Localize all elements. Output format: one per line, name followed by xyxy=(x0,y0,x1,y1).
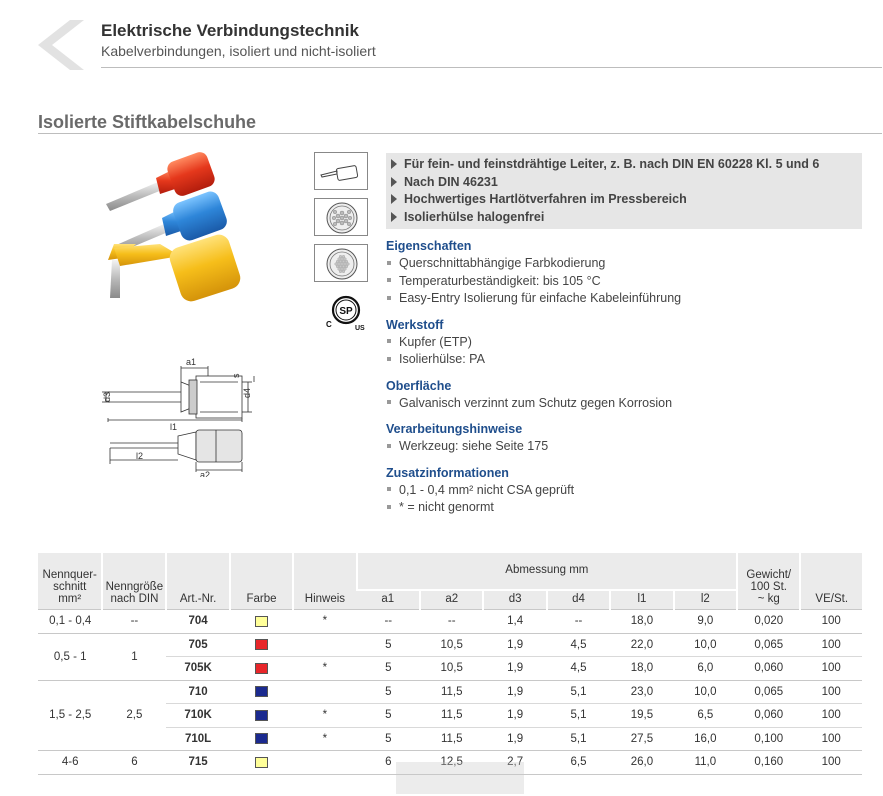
property-item: * = nicht genormt xyxy=(386,499,866,517)
color-swatch xyxy=(255,639,268,650)
finest-strand-cross-section-icon xyxy=(314,244,368,282)
col-header-hinweis: Hinweis xyxy=(293,553,356,610)
fine-strand-cross-section-icon xyxy=(314,198,368,236)
arrow-right-icon xyxy=(391,194,397,204)
cell-hinweis: * xyxy=(293,727,356,751)
col-header-artnr: Art.-Nr. xyxy=(166,553,229,610)
cell-d3: 1,4 xyxy=(483,610,546,634)
property-heading: Eigenschaften xyxy=(386,239,472,253)
cell-artnr: 705K xyxy=(166,657,229,681)
csa-us-label: US xyxy=(355,325,365,332)
cell-farbe xyxy=(230,610,293,634)
cell-d3: 1,9 xyxy=(483,727,546,751)
terminal-outline-icon xyxy=(314,152,368,190)
arrow-right-icon xyxy=(391,212,397,222)
property-item: 0,1 - 0,4 mm² nicht CSA geprüft xyxy=(386,482,866,500)
cell-hinweis xyxy=(293,751,356,775)
bullet-icon xyxy=(387,400,391,404)
cell-groesse: 2,5 xyxy=(102,680,166,751)
bullet-icon xyxy=(387,296,391,300)
cell-farbe xyxy=(230,727,293,751)
section-divider xyxy=(38,133,882,134)
col-header-gewicht: Gewicht/ 100 St. ~ kg xyxy=(737,553,800,610)
property-item: Werkzeug: siehe Seite 175 xyxy=(386,438,866,456)
cell-farbe xyxy=(230,633,293,657)
col-header-groesse: Nenngröße nach DIN xyxy=(102,553,166,610)
cell-l2: 6,5 xyxy=(674,704,737,728)
cell-d3: 1,9 xyxy=(507,638,524,651)
color-swatch xyxy=(255,710,268,721)
cell-querschnitt: 0,1 - 0,4 xyxy=(38,610,102,634)
cell-farbe xyxy=(230,680,293,704)
arrow-right-icon xyxy=(391,159,397,169)
dim-d4-label: d4 xyxy=(242,387,252,398)
page-subtitle: Kabelverbindungen, isoliert und nicht-isoliert xyxy=(101,43,376,59)
svg-text:SP: SP xyxy=(339,306,353,317)
cell-farbe xyxy=(230,704,293,728)
product-table xyxy=(38,553,862,775)
col-header-a1: a1 xyxy=(357,590,420,610)
watermark-overlay xyxy=(396,762,524,794)
back-chevron-icon[interactable] xyxy=(36,20,86,70)
cell-l1: 27,5 xyxy=(610,727,673,751)
cell-hinweis xyxy=(293,633,356,657)
cell-l1: 18,0 xyxy=(610,610,673,634)
feature-list xyxy=(386,153,862,229)
arrow-right-icon xyxy=(391,177,397,187)
color-swatch xyxy=(255,686,268,697)
cell-a2: 11,5 xyxy=(420,727,483,751)
cell-l1: 26,0 xyxy=(610,751,673,775)
cell-d4: -- xyxy=(547,610,610,634)
cell-d4: 4,5 xyxy=(547,657,610,681)
color-swatch xyxy=(255,757,268,768)
property-heading: Verarbeitungshinweise xyxy=(386,422,523,436)
color-swatch xyxy=(255,616,268,627)
cell-artnr: 704 xyxy=(166,610,229,634)
col-header-l1: l1 xyxy=(610,590,673,610)
cell-artnr: 710L xyxy=(166,727,229,751)
cell-ve: 100 xyxy=(800,727,862,751)
cell-ve: 100 xyxy=(800,610,862,634)
cell-a2: 10,5 xyxy=(440,638,463,651)
cell-querschnitt: 1,5 - 2,5 xyxy=(38,680,102,751)
property-item: Kupfer (ETP) xyxy=(386,334,866,352)
cell-d4: 6,5 xyxy=(547,751,610,775)
cell-a2: 10,5 xyxy=(420,657,483,681)
header-divider xyxy=(101,67,882,68)
cell-hinweis: * xyxy=(293,657,356,681)
dim-a2-label: a2 xyxy=(200,470,211,477)
cell-artnr: 710 xyxy=(188,685,208,698)
feature-item: Nach DIN 46231 xyxy=(391,174,862,192)
cell-a2: -- xyxy=(420,610,483,634)
cell-ve: 100 xyxy=(800,704,862,728)
feature-item: Isolierhülse halogenfrei xyxy=(391,209,862,227)
cell-l1: 22,0 xyxy=(630,638,654,651)
cell-a1: 5 xyxy=(385,685,392,698)
cell-gewicht: 0,065 xyxy=(754,685,784,698)
cell-groesse: 1 xyxy=(102,633,166,680)
col-header-querschnitt: Nennquer- schnitt mm² xyxy=(38,553,102,610)
cell-a1: -- xyxy=(357,610,420,634)
table-row xyxy=(38,610,862,634)
csa-certification-icon xyxy=(322,292,370,334)
cell-farbe xyxy=(230,751,293,775)
cell-l2: 11,0 xyxy=(674,751,737,775)
cell-gewicht: 0,020 xyxy=(737,610,800,634)
cell-hinweis: * xyxy=(293,704,356,728)
cell-a1: 5 xyxy=(357,657,420,681)
product-photo xyxy=(100,148,250,308)
cell-l1: 18,0 xyxy=(610,657,673,681)
property-heading: Zusatzinformationen xyxy=(386,465,509,480)
cell-d3: 1,9 xyxy=(507,685,524,698)
cell-l2: 10,0 xyxy=(694,685,717,698)
feature-item: Hochwertiges Hartlötverfahren im Pressbereich xyxy=(391,191,862,209)
cell-l2: 10,0 xyxy=(694,638,717,651)
cell-l1: 19,5 xyxy=(610,704,673,728)
feature-item: Für fein- und feinstdrähtige Leiter, z. B. nach DIN EN 60228 Kl. 5 und 6 xyxy=(391,156,862,174)
cell-l2: 6,0 xyxy=(674,657,737,681)
cell-l1: 23,0 xyxy=(630,685,654,698)
cell-d4: 5,1 xyxy=(547,704,610,728)
col-header-a2: a2 xyxy=(420,590,483,610)
cell-ve: 100 xyxy=(821,638,841,651)
section-title: Isolierte Stiftkabelschuhe xyxy=(38,112,257,132)
cell-ve: 100 xyxy=(821,685,841,698)
cell-gewicht: 0,065 xyxy=(754,638,784,651)
cell-d3: 1,9 xyxy=(483,704,546,728)
cell-artnr: 715 xyxy=(166,751,229,775)
cell-a2: 11,5 xyxy=(420,704,483,728)
cell-l2: 16,0 xyxy=(674,727,737,751)
cell-artnr: 705 xyxy=(188,638,208,651)
color-swatch xyxy=(255,733,268,744)
property-item: Galvanisch verzinnt zum Schutz gegen Korrosion xyxy=(386,395,866,413)
property-item: Querschnittabhängige Farbkodierung xyxy=(386,255,866,273)
bullet-icon xyxy=(387,261,391,265)
bullet-icon xyxy=(387,444,391,448)
property-list xyxy=(386,238,866,517)
cell-d4: 5,1 xyxy=(570,685,587,698)
col-header-l2: l2 xyxy=(674,590,737,610)
cell-ve: 100 xyxy=(800,751,862,775)
cell-a2: 12,5 xyxy=(420,751,483,775)
cell-d4: 5,1 xyxy=(547,727,610,751)
col-header-abmessung: Abmessung mm xyxy=(357,553,737,590)
property-heading: Oberfläche xyxy=(386,378,452,393)
property-item: Isolierhülse: PA xyxy=(386,351,866,369)
cell-a1: 5 xyxy=(357,727,420,751)
cell-gewicht: 0,160 xyxy=(737,751,800,775)
property-heading: Werkstoff xyxy=(386,317,444,332)
cell-a1: 5 xyxy=(385,638,392,651)
col-header-ve: VE/St. xyxy=(800,553,862,610)
bullet-icon xyxy=(387,278,391,282)
cell-ve: 100 xyxy=(800,657,862,681)
cell-a1: 5 xyxy=(357,704,420,728)
cell-a2: 11,5 xyxy=(440,685,463,698)
dim-l1-label: l1 xyxy=(170,422,178,432)
page-title: Elektrische Verbindungstechnik xyxy=(101,21,359,40)
dim-d3-label: d3 xyxy=(102,391,112,402)
bullet-icon xyxy=(387,357,391,361)
cell-d4: 4,5 xyxy=(570,638,587,651)
table-row xyxy=(38,680,862,704)
cell-l2: 9,0 xyxy=(674,610,737,634)
col-header-farbe: Farbe xyxy=(230,553,293,610)
csa-c-label: C xyxy=(326,320,332,329)
cell-farbe xyxy=(230,657,293,681)
dim-l2-label: l2 xyxy=(136,451,144,461)
cell-querschnitt: 0,5 - 1 xyxy=(38,633,102,680)
cell-groesse: 6 xyxy=(102,751,166,775)
cell-gewicht: 0,060 xyxy=(737,704,800,728)
cell-gewicht: 0,060 xyxy=(737,657,800,681)
technical-drawing xyxy=(96,352,266,477)
col-header-d4: d4 xyxy=(547,590,610,610)
color-swatch xyxy=(255,663,268,674)
property-item: Temperaturbeständigkeit: bis 105 °C xyxy=(386,273,866,291)
dim-s-label: s xyxy=(231,373,241,378)
dim-a1-label: a1 xyxy=(186,357,197,367)
cell-artnr: 710K xyxy=(166,704,229,728)
col-header-d3: d3 xyxy=(483,590,546,610)
cell-d3: 1,9 xyxy=(483,657,546,681)
cell-gewicht: 0,100 xyxy=(737,727,800,751)
cell-hinweis xyxy=(293,680,356,704)
cell-groesse: -- xyxy=(102,610,166,634)
cell-d3: 2,7 xyxy=(483,751,546,775)
bullet-icon xyxy=(387,505,391,509)
table-row xyxy=(38,633,862,657)
bullet-icon xyxy=(387,339,391,343)
property-item: Easy-Entry Isolierung für einfache Kabeleinführung xyxy=(386,290,866,308)
bullet-icon xyxy=(387,487,391,491)
cell-a1: 6 xyxy=(357,751,420,775)
cell-hinweis: * xyxy=(293,610,356,634)
cell-querschnitt: 4-6 xyxy=(38,751,102,775)
